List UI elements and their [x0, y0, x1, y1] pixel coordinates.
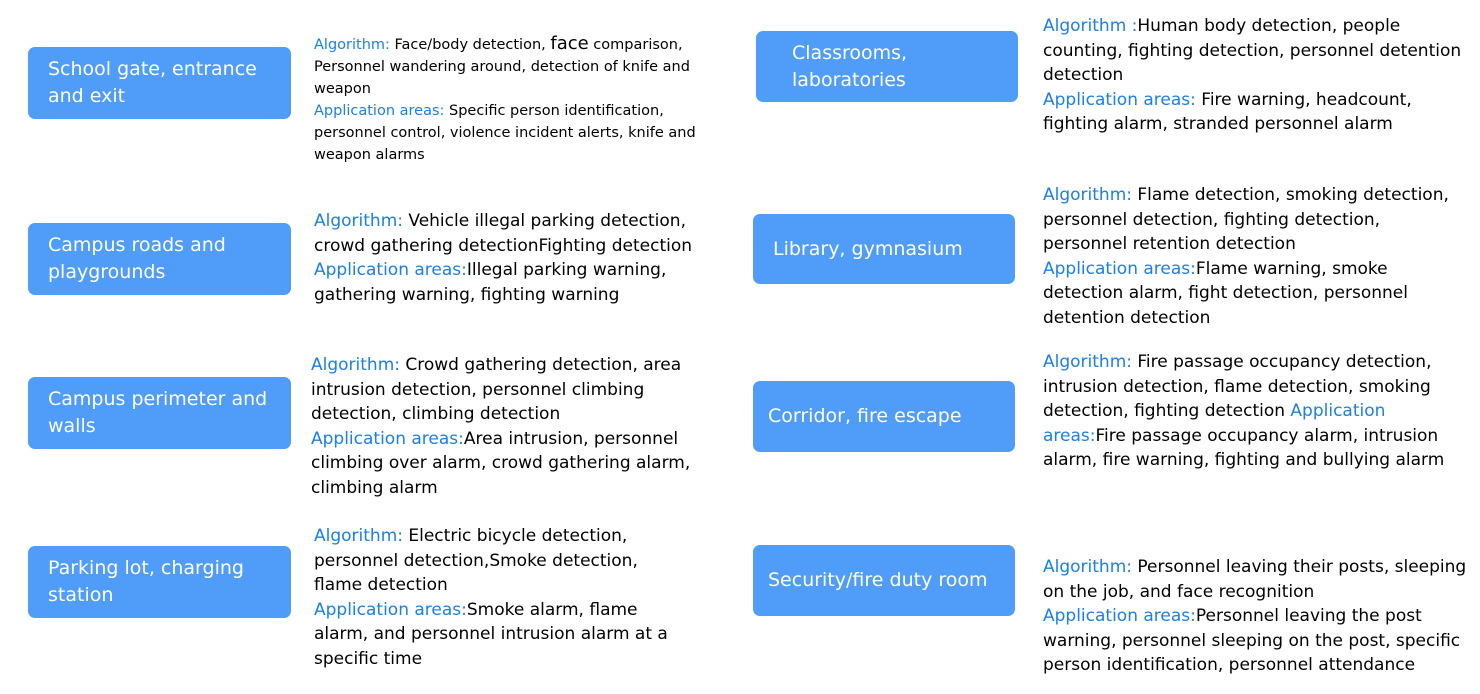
- algorithm-text-emphasis: face: [550, 33, 589, 54]
- application-label: Application areas:: [314, 260, 467, 280]
- area-box-school-gate: [28, 47, 291, 119]
- application-label: Application areas:: [1043, 401, 1386, 446]
- application-text: Fire passage occupancy alarm, intrusion alarm, fire warning, fighting and bullying alarm: [1043, 425, 1445, 470]
- algorithm-text: Human body detection, people counting, fighting detection, personnel detention detection: [1043, 16, 1462, 85]
- area-name: Parking lot, charging station: [48, 557, 244, 606]
- area-name: Security/fire duty room: [768, 569, 988, 591]
- algorithm-label: Algorithm:: [314, 526, 403, 546]
- application-text: Smoke alarm, flame alarm, and personnel intrusion alarm at a specific time: [314, 599, 668, 669]
- area-name: Campus perimeter and walls: [48, 388, 268, 437]
- algorithm-label: Algorithm:: [1043, 185, 1132, 205]
- algorithm-text: Fire passage occupancy detection, intrusion detection, flame detection, smoking detection, fighting detection: [1043, 352, 1432, 421]
- application-line: [314, 258, 704, 307]
- area-box-classrooms: [756, 31, 1018, 102]
- area-box-security-room: [753, 545, 1015, 616]
- area-name: Campus roads and playgrounds: [48, 234, 226, 283]
- algorithm-label: Algorithm :: [1043, 16, 1138, 36]
- algorithm-text: Personnel leaving their posts, sleeping on the job, and face recognition: [1043, 557, 1467, 602]
- application-label: Application areas:: [1043, 89, 1196, 110]
- application-line: [314, 598, 686, 672]
- area-name: Library, gymnasium: [773, 237, 963, 260]
- application-label: Application areas:: [1043, 606, 1196, 626]
- area-description-library: [1043, 183, 1458, 330]
- area-description-security-room: [1043, 555, 1468, 678]
- application-line: [311, 427, 711, 501]
- application-label: Application areas:: [311, 428, 464, 449]
- area-box-parking-lot: [28, 546, 291, 618]
- area-description-school-gate: [314, 33, 724, 166]
- area-name: Classrooms, laboratories: [792, 41, 908, 91]
- algorithm-text: Electric bicycle detection, personnel detection,Smoke detection, flame detection: [314, 526, 638, 595]
- application-text: Flame warning, smoke detection alarm, fight detection, personnel detention detection: [1043, 258, 1408, 328]
- application-line: [1043, 88, 1468, 137]
- algorithm-label: Algorithm:: [1043, 557, 1132, 577]
- application-line: [1043, 257, 1458, 331]
- application-label: Application areas:: [314, 599, 467, 620]
- application-text: Specific person identification, personnel control, violence incident alerts, knife and weapon alarms: [314, 103, 696, 163]
- algorithm-label: Algorithm:: [314, 211, 403, 231]
- area-description-corridor: [1043, 350, 1453, 473]
- area-description-parking-lot: [314, 524, 686, 671]
- application-text: Personnel leaving the post warning, personnel sleeping on the post, specific person identification, personnel attendance: [1043, 606, 1461, 675]
- application-label: Application areas:: [314, 103, 445, 119]
- application-text: Fire warning, headcount, fighting alarm, stranded personnel alarm: [1043, 89, 1412, 134]
- application-line: [314, 100, 724, 166]
- algorithm-text: Face/body detection,: [389, 37, 551, 53]
- area-name: School gate, entrance and exit: [48, 58, 257, 107]
- algorithm-label: Algorithm:: [311, 355, 400, 375]
- area-description-campus-perimeter: [311, 353, 711, 500]
- area-box-corridor: [753, 381, 1015, 452]
- algorithm-text: Flame detection, smoking detection, personnel detection, fighting detection, personnel retention detection: [1043, 185, 1449, 254]
- application-line: [1043, 604, 1468, 678]
- algorithm-text: comparison, Personnel wandering around, detection of knife and weapon: [314, 37, 690, 97]
- application-label: Application areas:: [1043, 258, 1196, 279]
- area-box-campus-perimeter: [28, 377, 291, 449]
- area-box-campus-roads: [28, 223, 291, 295]
- area-description-classrooms: [1043, 14, 1468, 137]
- algorithm-label: Algorithm:: [314, 37, 390, 53]
- area-description-campus-roads: [314, 209, 704, 307]
- application-text: Illegal parking warning, gathering warning, fighting warning: [314, 260, 667, 305]
- area-name: Corridor, fire escape: [768, 405, 962, 427]
- area-box-library: [753, 214, 1015, 284]
- application-text: Area intrusion, personnel climbing over alarm, crowd gathering alarm, climbing alarm: [311, 428, 691, 498]
- algorithm-label: Algorithm:: [1043, 352, 1132, 372]
- algorithm-text: Vehicle illegal parking detection, crowd gathering detectionFighting detection: [314, 211, 693, 256]
- algorithm-text: Crowd gathering detection, area intrusion detection, personnel climbing detection, climbing detection: [311, 355, 682, 424]
